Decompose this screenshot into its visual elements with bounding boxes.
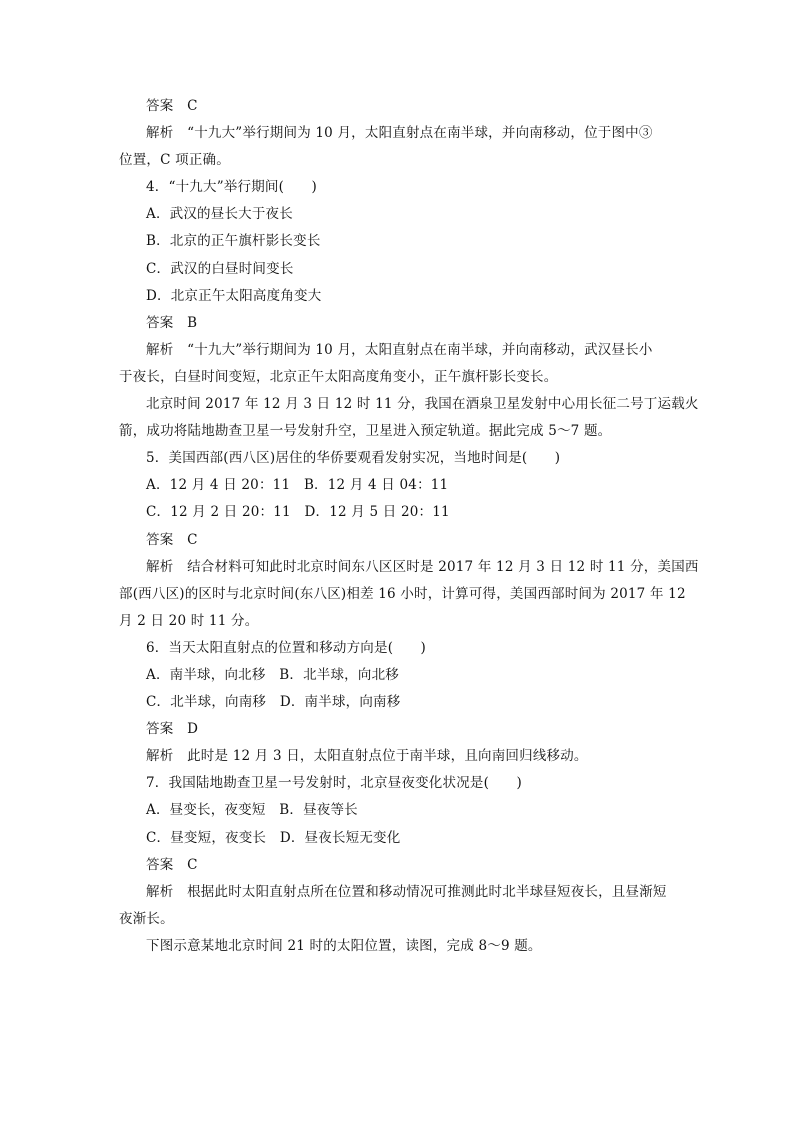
explanation-text: 月 2 日 20 时 11 分。: [119, 612, 259, 629]
answer-label: 答案 C: [146, 531, 198, 548]
explanation-text: 解析 “十九大”举行期间为 10 月，太阳直射点在南半球，并向南移动，武汉昼长小: [146, 341, 653, 358]
options-ab: A．昼变长，夜变短 B．昼夜等长: [146, 802, 358, 819]
option-b: B．北京的正午旗杆影长变长: [146, 233, 321, 250]
material-paragraph: 北京时间 2017 年 12 月 3 日 12 时 11 分，我国在酒泉卫星发射中心用长征二号丁运载火: [146, 396, 699, 413]
answer-label: 答案 D: [146, 721, 199, 738]
option-c: C．武汉的白昼时间变长: [146, 260, 294, 277]
material-paragraph: 箭，成功将陆地勘查卫星一号发射升空，卫星进入预定轨道。据此完成 5～7 题。: [119, 423, 612, 440]
option-d: D．北京正午太阳高度角变大: [146, 287, 322, 304]
answer-label: 答案 C: [146, 98, 198, 114]
explanation-text: 解析 结合材料可知此时北京时间东八区区时是 2017 年 12 月 3 日 12 时 11 分，美国西: [146, 558, 699, 575]
explanation-text: 部(西八区)的区时与北京时间(东八区)相差 16 小时，计算可得，美国西部时间为 2017 年 12: [119, 585, 686, 602]
question-4: 4．“十九大”举行期间( ): [146, 179, 317, 196]
explanation-text: 位置，C 项正确。: [119, 152, 230, 169]
explanation-text: 解析 “十九大”举行期间为 10 月，太阳直射点在南半球，并向南移动，位于图中③: [146, 125, 653, 142]
document-page: [119, 93, 699, 960]
answer-label: 答案 C: [146, 856, 198, 873]
options-cd: C．12 月 2 日 20：11 D．12 月 5 日 20：11: [146, 504, 450, 521]
options-ab: A．12 月 4 日 20：11 B．12 月 4 日 04：11: [146, 477, 449, 494]
explanation-text: 夜渐长。: [119, 910, 174, 927]
explanation-text: 解析 根据此时太阳直射点所在位置和移动情况可推测此时北半球昼短夜长，且昼渐短: [146, 883, 667, 900]
question-6: 6．当天太阳直射点的位置和移动方向是( ): [146, 639, 427, 656]
options-cd: C．北半球，向南移 D．南半球，向南移: [146, 694, 401, 711]
figure-intro: 下图示意某地北京时间 21 时的太阳位置，读图，完成 8～9 题。: [146, 937, 542, 954]
explanation-text: 解析 此时是 12 月 3 日，太阳直射点位于南半球，且向南回归线移动。: [146, 748, 588, 765]
answer-label: 答案 B: [146, 314, 198, 331]
option-a: A．武汉的昼长大于夜长: [146, 206, 293, 223]
options-cd: C．昼变短，夜变长 D．昼夜长短无变化: [146, 829, 401, 846]
explanation-text: 于夜长，白昼时间变短，北京正午太阳高度角变小，正午旗杆影长变长。: [119, 368, 558, 385]
options-ab: A．南半球，向北移 B．北半球，向北移: [146, 666, 399, 683]
question-7: 7．我国陆地勘查卫星一号发射时，北京昼夜变化状况是( ): [146, 775, 522, 792]
question-5: 5．美国西部(西八区)居住的华侨要观看发射实况，当地时间是( ): [146, 450, 561, 467]
